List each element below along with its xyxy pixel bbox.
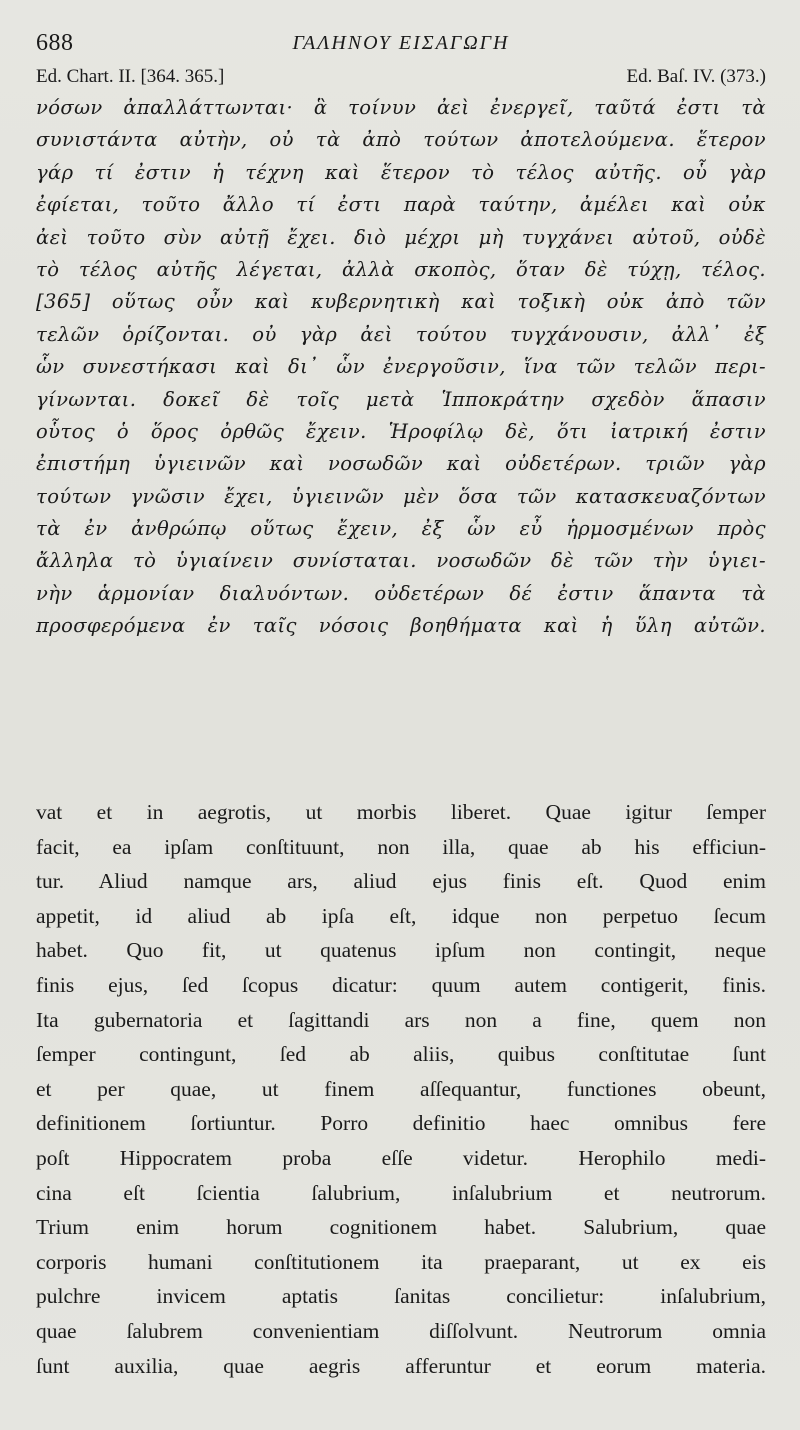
greek-text-line: ἀεὶ τοῦτο σὺν αὐτῇ ἔχει. διὸ μέχρι μὴ τυγχάνει αὐτοῦ, οὐδὲ	[36, 225, 766, 249]
latin-text-line: poſt Hippocratem proba eſſe videtur. Herophilo medi-	[36, 1145, 766, 1170]
latin-text-line: definitionem ſortiuntur. Porro definitio haec omnibus fere	[36, 1111, 766, 1136]
latin-text-line: appetit, id aliud ab ipſa eſt, idque non perpetuo ſecum	[36, 903, 766, 928]
greek-text-line: [365] οὕτως οὖν καὶ κυβερνητικὴ καὶ τοξικὴ οὐκ ἀπὸ τῶν	[36, 290, 766, 314]
edition-reference-chart: Ed. Chart. II. [364. 365.]	[36, 66, 225, 87]
page-header	[36, 30, 766, 62]
greek-text-line: ἐφίεται, τοῦτο ἄλλο τί ἐστι παρὰ ταύτην, ἀμέλει καὶ οὐκ	[36, 193, 766, 217]
latin-text-line: finis ejus, ſed ſcopus dicatur: quum autem contigerit, finis.	[36, 972, 766, 997]
greek-text-line: τὰ ἐν ἀνθρώπῳ οὕτως ἔχειν, ἐξ ὧν εὖ ἡρμοσμένων πρὸς	[36, 517, 766, 541]
greek-text-line: συνιστάντα αὐτὴν, οὐ τὰ ἀπὸ τούτων ἀποτελούμενα. ἕτερον	[36, 128, 766, 152]
greek-text-line: ἄλληλα τὸ ὑγιαίνειν συνίσταται. νοσωδῶν δὲ τῶν τὴν ὑγιει-	[36, 549, 766, 573]
edition-references	[36, 66, 766, 94]
latin-text-line: corporis humani conſtitutionem ita praeparant, ut ex eis	[36, 1249, 766, 1274]
latin-text-line: ſemper contingunt, ſed ab aliis, quibus conſtitutae ſunt	[36, 1042, 766, 1067]
greek-text-line: προσφερόμενα ἐν ταῖς νόσοις βοηθήματα καὶ ἡ ὕλη αὐτῶν.	[36, 614, 766, 638]
latin-text-line: Ita gubernatoria et ſagittandi ars non a fine, quem non	[36, 1007, 766, 1032]
greek-text-block	[36, 92, 766, 643]
latin-text-line: Trium enim horum cognitionem habet. Salubrium, quae	[36, 1215, 766, 1240]
page-number: 688	[36, 30, 74, 56]
latin-text-block	[36, 795, 766, 1383]
latin-text-line: facit, ea ipſam conſtituunt, non illa, quae ab his efficiun-	[36, 834, 766, 859]
greek-text-line: ὧν συνεστήκασι καὶ δι᾽ ὧν ἐνεργοῦσιν, ἵνα τῶν τελῶν περι-	[36, 355, 766, 379]
greek-text-line: τούτων γνῶσιν ἔχει, ὑγιεινῶν μὲν ὅσα τῶν κατασκευαζόντων	[36, 484, 766, 508]
latin-text-line: tur. Aliud namque ars, aliud ejus finis eſt. Quod enim	[36, 869, 766, 894]
latin-text-line: habet. Quo fit, ut quatenus ipſum non contingit, neque	[36, 938, 766, 963]
latin-text-line: vat et in aegrotis, ut morbis liberet. Quae igitur ſemper	[36, 800, 766, 824]
latin-text-line: ſunt auxilia, quae aegris afferuntur et eorum materia.	[36, 1353, 766, 1378]
greek-text-line: νόσων ἀπαλλάττωνται· ἃ τοίνυν ἀεὶ ἐνεργεῖ, ταῦτά ἐστι τὰ	[36, 96, 766, 119]
latin-text-line: cina eſt ſcientia ſalubrium, inſalubrium et neutrorum.	[36, 1180, 766, 1205]
latin-text-line: quae ſalubrem convenientiam diſſolvunt. Neutrorum omnia	[36, 1318, 766, 1343]
running-title: ΓΑΛΗΝΟΥ ΕΙΣΑΓΩΓΗ	[292, 32, 510, 54]
greek-text-line: γάρ τί ἐστιν ἡ τέχνη καὶ ἕτερον τὸ τέλος αὐτῆς. οὗ γὰρ	[36, 160, 766, 184]
greek-text-line: τὸ τέλος αὐτῆς λέγεται, ἀλλὰ σκοπὸς, ὅταν δὲ τύχῃ, τέλος.	[36, 257, 766, 281]
edition-reference-basel: Ed. Baſ. IV. (373.)	[626, 66, 766, 87]
greek-text-line: τελῶν ὁρίζονται. οὐ γὰρ ἀεὶ τούτου τυγχάνουσιν, ἀλλ᾽ ἐξ	[36, 322, 766, 346]
latin-text-line: et per quae, ut finem aſſequantur, functiones obeunt,	[36, 1076, 766, 1101]
greek-text-line: ἐπιστήμη ὑγιεινῶν καὶ νοσωδῶν καὶ οὐδετέρων. τριῶν γὰρ	[36, 452, 766, 476]
latin-text-line: pulchre invicem aptatis ſanitas concilietur: inſalubrium,	[36, 1284, 766, 1309]
greek-text-line: νὴν ἁρμονίαν διαλυόντων. οὐδετέρων δέ ἐστιν ἅπαντα τὰ	[36, 581, 766, 605]
greek-text-line: γίνωνται. δοκεῖ δὲ τοῖς μετὰ Ἱπποκράτην σχεδὸν ἅπασιν	[36, 387, 766, 411]
greek-text-line: οὗτος ὁ ὅρος ὀρθῶς ἔχειν. Ἡροφίλῳ δὲ, ὅτι ἰατρική ἐστιν	[36, 419, 766, 443]
